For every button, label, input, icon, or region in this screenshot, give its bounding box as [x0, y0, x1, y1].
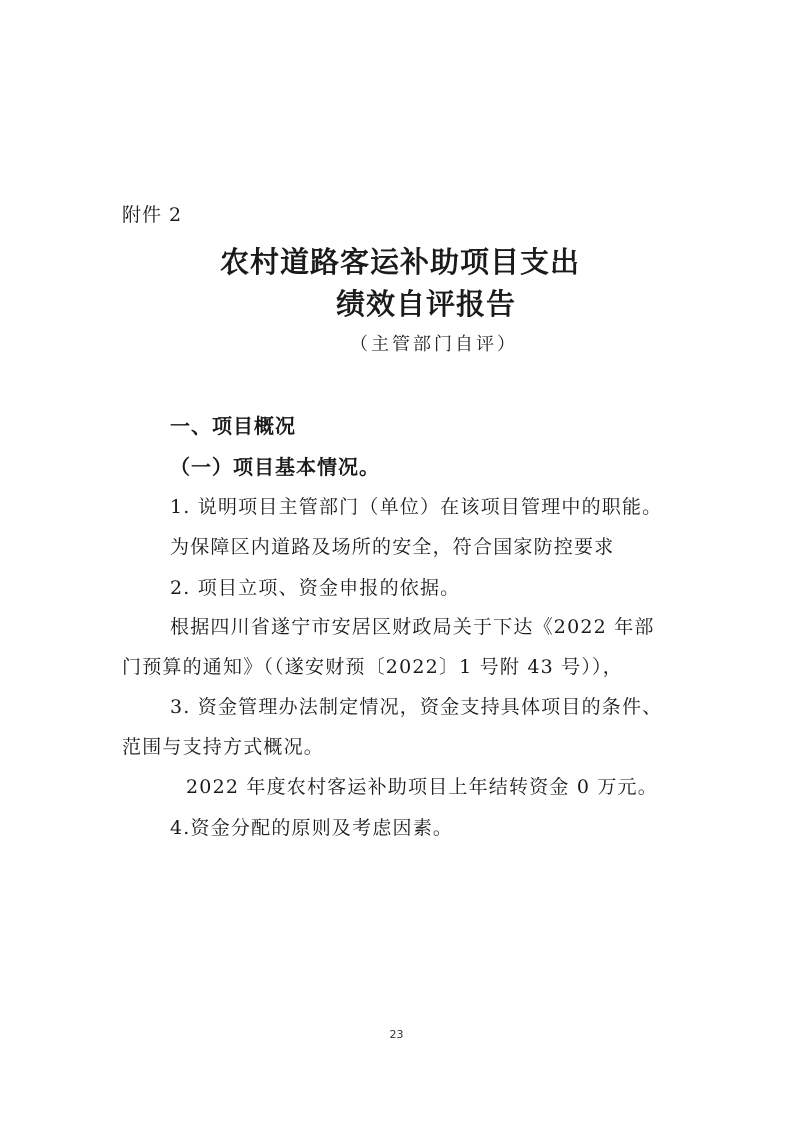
body-line-3: 2. 项目立项、资金申报的依据。	[170, 577, 461, 599]
body-line-1: 1. 说明项目主管部门（单位）在该项目管理中的职能。	[170, 496, 663, 518]
document-subtitle: （主管部门自评）	[350, 334, 518, 355]
body-line-2: 为保障区内道路及场所的安全，符合国家防控要求	[170, 536, 615, 558]
body-line-8: 2022 年度农村客运补助项目上年结转资金 0 万元。	[186, 776, 658, 798]
body-line-7: 范围与支持方式概况。	[122, 736, 325, 758]
document-title-line-2: 绩效自评报告	[336, 287, 517, 321]
document-title-line-1: 农村道路客运补助项目支出	[220, 245, 581, 279]
body-line-9: 4.资金分配的原则及考虑因素。	[170, 817, 454, 839]
subsection-heading: （一）项目基本情况。	[170, 455, 380, 479]
page-number: 23	[389, 1028, 404, 1041]
body-line-5: 门预算的通知》（（遂安财预〔2022〕1 号附 43 号）），	[122, 656, 623, 678]
body-line-4: 根据四川省遂宁市安居区财政局关于下达《2022 年部	[170, 616, 655, 638]
attachment-label: 附件 2	[122, 204, 183, 226]
section-heading: 一、项目概况	[170, 414, 296, 438]
body-line-6: 3. 资金管理办法制定情况，资金支持具体项目的条件、	[170, 696, 663, 718]
